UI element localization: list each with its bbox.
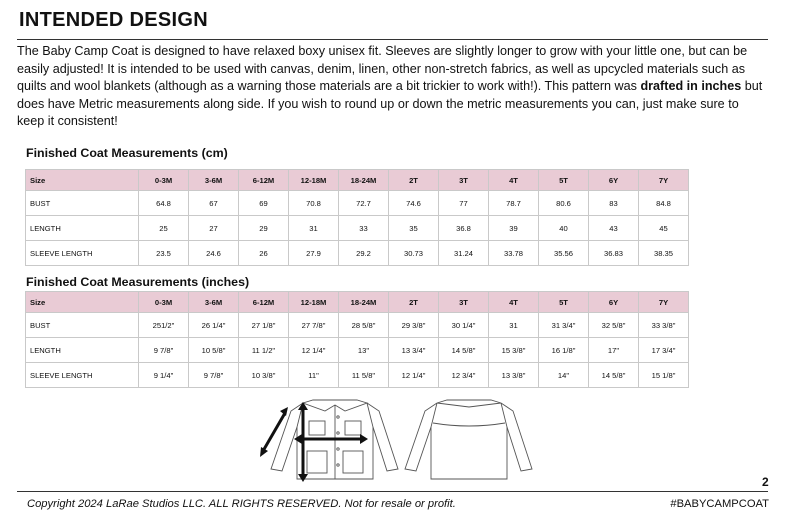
value-cell: 10 3/8" [239,363,289,388]
value-cell: 69 [239,191,289,216]
value-cell: 11 5/8" [339,363,389,388]
row-label-cell: SLEEVE LENGTH [26,241,139,266]
inch-table-title: Finished Coat Measurements (inches) [26,275,250,289]
header-cell: 5T [539,292,589,313]
header-cell: 2T [389,292,439,313]
value-cell: 30.73 [389,241,439,266]
value-cell: 27 1/8" [239,313,289,338]
value-cell: 9 7/8" [139,338,189,363]
header-cell: 0-3M [139,170,189,191]
row-label-cell: LENGTH [26,338,139,363]
header-cell: 3T [439,292,489,313]
value-cell: 12 1/4" [289,338,339,363]
value-cell: 39 [489,216,539,241]
value-cell: 83 [589,191,639,216]
header-cell: 3-6M [189,170,239,191]
value-cell: 33.78 [489,241,539,266]
coat-back-drawing [405,400,532,479]
coat-diagram [255,393,545,483]
header-divider [17,39,768,40]
value-cell: 10 5/8" [189,338,239,363]
header-cell: 3T [439,170,489,191]
value-cell: 9 7/8" [189,363,239,388]
value-cell: 13" [339,338,389,363]
value-cell: 14 5/8" [589,363,639,388]
header-cell: Size [26,292,139,313]
intro-text-2: but does have Metric measurements along side. If you wish to round up or down the metric measurements you can, just make sure to keep it consistent! [17,79,763,129]
value-cell: 15 3/8" [489,338,539,363]
coat-illustrations [255,393,545,488]
header-cell: 4T [489,170,539,191]
cm-table-title: Finished Coat Measurements (cm) [26,146,228,160]
value-cell: 78.7 [489,191,539,216]
value-cell: 16 1/8" [539,338,589,363]
table-row [26,216,689,241]
value-cell: 27 7/8" [289,313,339,338]
table-header-row [26,292,689,313]
value-cell: 13 3/8" [489,363,539,388]
footer-divider [17,491,768,492]
measurement-arrows [263,407,363,477]
header-cell: 6Y [589,292,639,313]
header-cell: 5T [539,170,589,191]
copyright-notice: Copyright 2024 LaRae Studios LLC. ALL RIGHTS RESERVED. Not for resale or profit. [27,498,456,510]
table-row [26,338,689,363]
value-cell: 72.7 [339,191,389,216]
header-cell: 7Y [639,170,689,191]
value-cell: 15 1/8" [639,363,689,388]
value-cell: 24.6 [189,241,239,266]
value-cell: 14" [539,363,589,388]
value-cell: 23.5 [139,241,189,266]
row-label-cell: SLEEVE LENGTH [26,363,139,388]
header-cell: 0-3M [139,292,189,313]
value-cell: 36.83 [589,241,639,266]
value-cell: 77 [439,191,489,216]
value-cell: 14 5/8" [439,338,489,363]
value-cell: 70.8 [289,191,339,216]
value-cell: 74.6 [389,191,439,216]
header-cell: 18-24M [339,292,389,313]
value-cell: 29.2 [339,241,389,266]
value-cell: 84.8 [639,191,689,216]
value-cell: 31.24 [439,241,489,266]
value-cell: 36.8 [439,216,489,241]
value-cell: 64.8 [139,191,189,216]
cm-measurements-table [25,169,689,266]
header-cell: 3-6M [189,292,239,313]
header-cell: 7Y [639,292,689,313]
hashtag: #BABYCAMPCOAT [670,498,769,510]
row-label-cell: LENGTH [26,216,139,241]
value-cell: 35 [389,216,439,241]
value-cell: 12 3/4" [439,363,489,388]
table-row [26,191,689,216]
intro-bold-text: drafted in inches [640,79,742,94]
table-row [26,363,689,388]
header-cell: 6-12M [239,170,289,191]
value-cell: 30 1/4" [439,313,489,338]
value-cell: 12 1/4" [389,363,439,388]
value-cell: 31 3/4" [539,313,589,338]
value-cell: 29 [239,216,289,241]
header-cell: 2T [389,170,439,191]
value-cell: 45 [639,216,689,241]
value-cell: 9 1/4" [139,363,189,388]
value-cell: 80.6 [539,191,589,216]
value-cell: 32 5/8" [589,313,639,338]
table-header-row [26,170,689,191]
value-cell: 13 3/4" [389,338,439,363]
row-label-cell: BUST [26,191,139,216]
header-cell: 18-24M [339,170,389,191]
value-cell: 43 [589,216,639,241]
header-cell: 12-18M [289,292,339,313]
intro-paragraph [17,43,769,131]
value-cell: 17" [589,338,639,363]
page-title: INTENDED DESIGN [19,9,208,31]
header-cell: 6Y [589,170,639,191]
page-number: 2 [762,475,769,489]
value-cell: 29 3/8" [389,313,439,338]
value-cell: 27 [189,216,239,241]
header-cell: 4T [489,292,539,313]
value-cell: 31 [489,313,539,338]
row-label-cell: BUST [26,313,139,338]
value-cell: 26 [239,241,289,266]
table-row [26,313,689,338]
header-cell: 6-12M [239,292,289,313]
value-cell: 31 [289,216,339,241]
header-cell: Size [26,170,139,191]
value-cell: 28 5/8" [339,313,389,338]
value-cell: 11" [289,363,339,388]
intro-text-1: The Baby Camp Coat is designed to have relaxed boxy unisex fit. Sleeves are slightly longer to grow with your little one, but can be easily adjusted! It is intended to be used with canvas, denim, linen, other non-stretch fabrics, as well as upcycled materials such as quilts and wool blankets (although as a warning those materials are a bit trickier to work with!). This pattern was [17,44,748,94]
value-cell: 40 [539,216,589,241]
value-cell: 33 [339,216,389,241]
value-cell: 251/2" [139,313,189,338]
header-cell: 12-18M [289,170,339,191]
table-row [26,241,689,266]
value-cell: 11 1/2" [239,338,289,363]
value-cell: 26 1/4" [189,313,239,338]
value-cell: 17 3/4" [639,338,689,363]
value-cell: 67 [189,191,239,216]
value-cell: 27.9 [289,241,339,266]
value-cell: 25 [139,216,189,241]
inch-measurements-table [25,291,689,388]
value-cell: 35.56 [539,241,589,266]
value-cell: 38.35 [639,241,689,266]
value-cell: 33 3/8" [639,313,689,338]
